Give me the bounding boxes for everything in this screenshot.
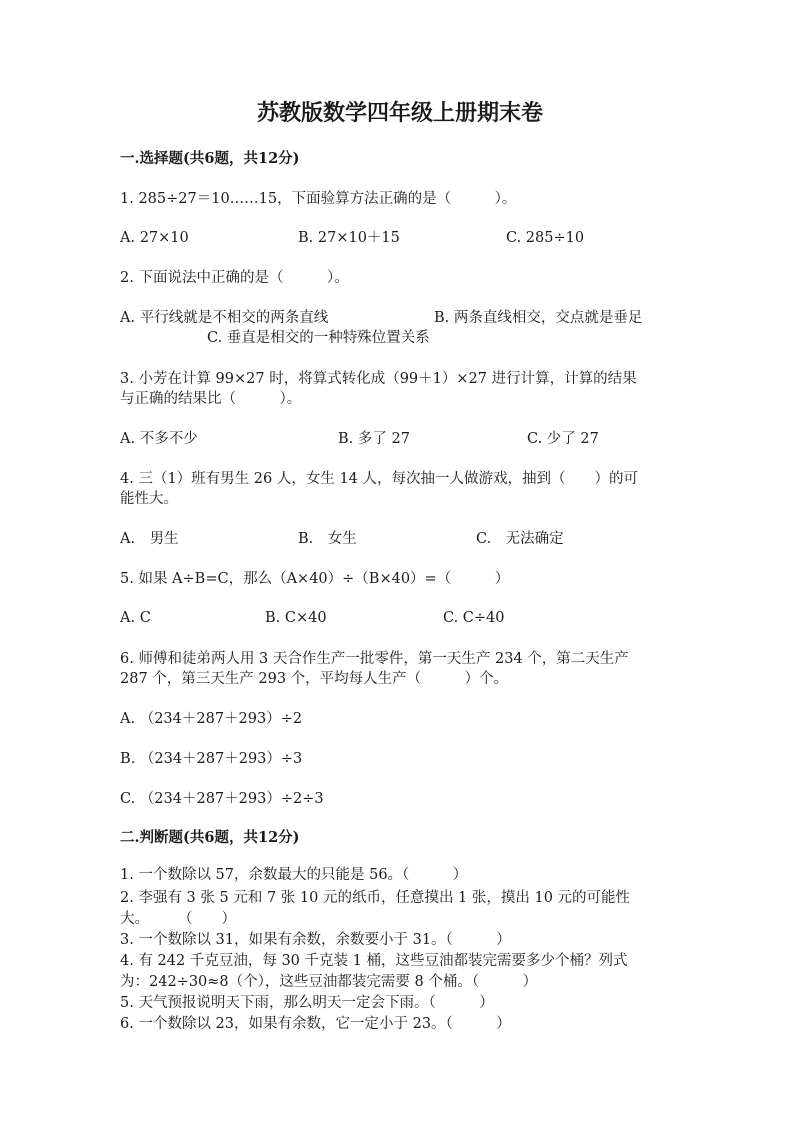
question-3-option-c: C. 少了 27 <box>527 431 599 447</box>
question-6-option-b: B. （234＋287＋293）÷3 <box>120 751 303 767</box>
question-2-option-a: A. 平行线就是不相交的两条直线 <box>120 310 329 326</box>
question-3-option-b: B. 多了 27 <box>338 431 410 447</box>
question-3-stem-line1: 3. 小芳在计算 99×27 时，将算式转化成（99＋1）×27 进行计算，计算的结果 <box>120 371 637 387</box>
section-heading-judgement: 二.判断题(共6题，共12分) <box>120 829 300 846</box>
question-2-option-b: B. 两条直线相交，交点就是垂足 <box>434 310 643 326</box>
judgement-line: 为：242÷30≈8（个），这些豆油都装完需要 8 个桶。（ ） <box>120 974 538 990</box>
question-4-option-c: C. 无法确定 <box>476 531 564 547</box>
question-4-option-a: A. 男生 <box>120 531 179 547</box>
judgement-line: 1. 一个数除以 57，余数最大的只能是 56。（ ） <box>120 867 468 883</box>
question-2-option-c: C. 垂直是相交的一种特殊位置关系 <box>207 330 430 346</box>
judgement-line: 3. 一个数除以 31，如果有余数，余数要小于 31。（ ） <box>120 932 511 948</box>
question-6-stem-line2: 287 个，第三天生产 293 个，平均每人生产（ ）个。 <box>120 671 509 687</box>
question-5-option-c: C. C÷40 <box>443 610 505 626</box>
question-6-stem-line1: 6. 师傅和徒弟两人用 3 天合作生产一批零件，第一天生产 234 个，第二天生产 <box>120 651 629 667</box>
question-6-option-c: C. （234＋287＋293）÷2÷3 <box>120 791 324 807</box>
exam-title: 苏教版数学四年级上册期末卷 <box>256 100 543 126</box>
question-5-option-a: A. C <box>120 610 151 626</box>
question-4-stem-line1: 4. 三（1）班有男生 26 人，女生 14 人，每次抽一人做游戏，抽到（ ）的可 <box>120 471 639 487</box>
question-6-option-a: A. （234＋287＋293）÷2 <box>120 711 303 727</box>
judgement-line: 5. 天气预报说明天下雨，那么明天一定会下雨。（ ） <box>120 995 494 1011</box>
judgement-line: 2. 李强有 3 张 5 元和 7 张 10 元的纸币，任意摸出 1 张，摸出 10 元的可能性 <box>120 890 631 906</box>
question-5-option-b: B. C×40 <box>265 610 327 626</box>
question-5-stem: 5. 如果 A÷B=C，那么（A×40）÷（B×40）=（ ） <box>120 571 510 587</box>
question-1-option-b: B. 27×10＋15 <box>298 230 400 246</box>
question-3-stem-line2: 与正确的结果比（ ）。 <box>120 391 302 407</box>
question-3-option-a: A. 不多不少 <box>120 431 198 447</box>
question-1-option-c: C. 285÷10 <box>506 230 585 246</box>
question-4-option-b: B. 女生 <box>298 531 357 547</box>
judgement-line: 大。 （ ） <box>120 911 236 927</box>
question-2-stem-text: 2. 下面说法中正确的是（ ）。 <box>120 270 349 286</box>
question-1-stem: 1. 285÷27＝10……15，下面验算方法正确的是（ ）。 <box>120 191 517 207</box>
question-4-stem-line2: 能性大。 <box>120 491 178 507</box>
section-heading-choice: 一.选择题(共6题，共12分) <box>120 150 300 167</box>
judgement-line: 6. 一个数除以 23，如果有余数，它一定小于 23。（ ） <box>120 1016 511 1032</box>
question-1-option-a: A. 27×10 <box>120 230 189 246</box>
judgement-line: 4. 有 242 千克豆油，每 30 千克装 1 桶，这些豆油都装完需要多少个桶？列式 <box>120 953 628 969</box>
